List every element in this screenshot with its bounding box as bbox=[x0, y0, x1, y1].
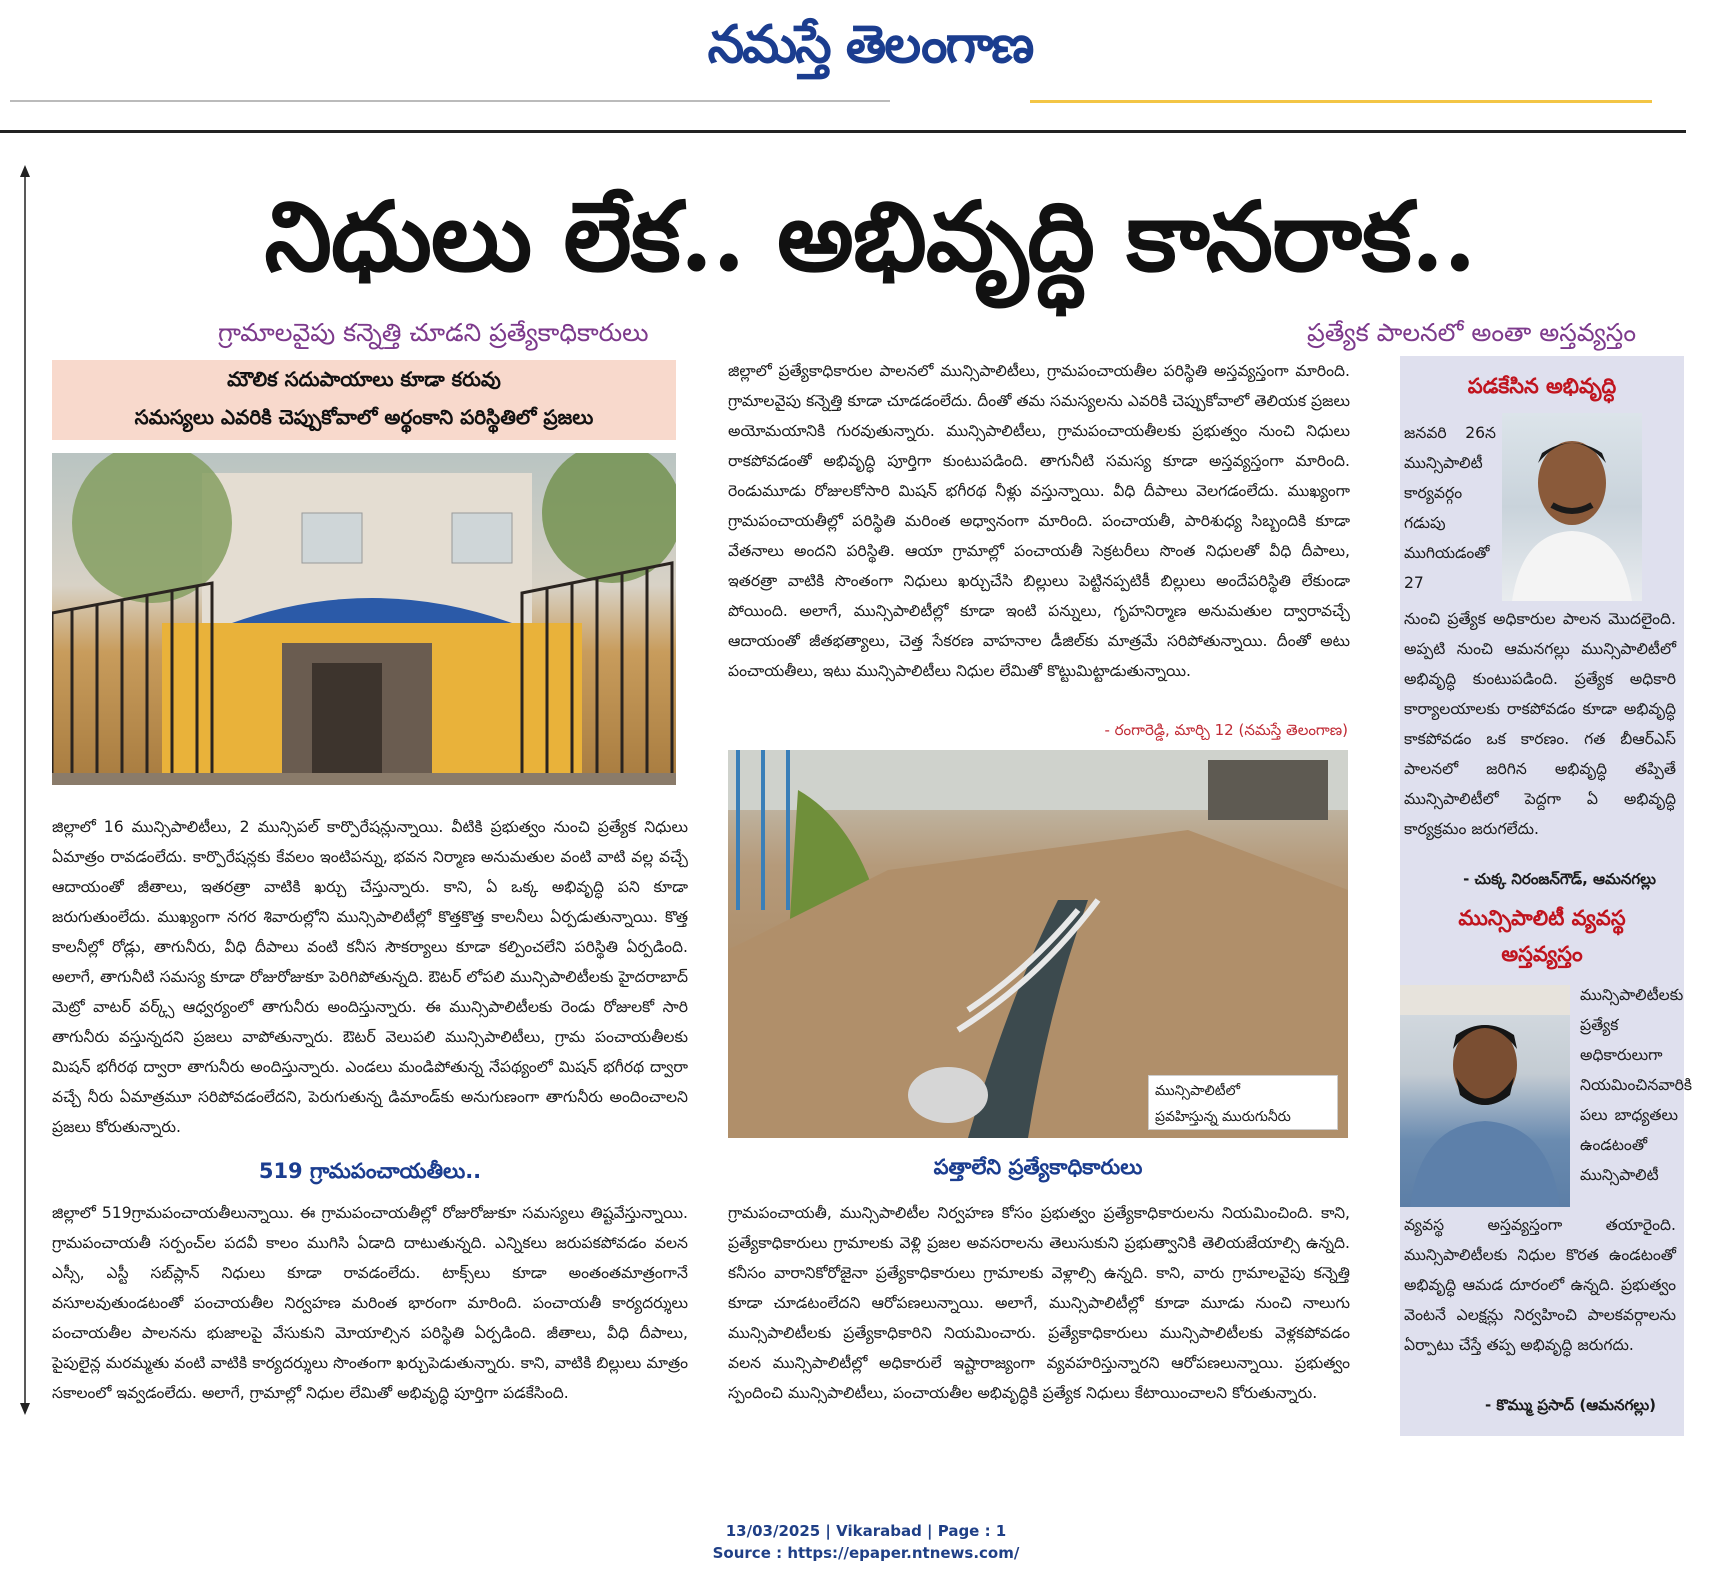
person-icon bbox=[1502, 413, 1642, 601]
top-divider bbox=[0, 130, 1686, 133]
sidebar-text-2b: వ్యవస్థ అస్తవ్యస్తంగా తయారైంది. మున్సిపాలిటీలకు నిధుల కొరత ఉండటంతో అభివృద్ధి ఆమడ దూరంలో ఉన్నది. ప్రభుత్వం వెంటనే ఎలక్షన్లు నిర్వహించి పాలకవర్గాలను ఏర్పాటు చేస్తే తప్ప అభివృద్ధి జరుగదు. bbox=[1404, 1216, 1676, 1354]
sidebar-signature-2: - కొమ్ము ప్రసాద్ (ఆమనగల్లు) bbox=[1484, 1396, 1656, 1414]
page-footer bbox=[600, 1520, 1132, 1564]
masthead-rule-left bbox=[10, 100, 890, 102]
article-col1-para1: జిల్లాలో 16 మున్సిపాలిటీలు, 2 మున్సిపల్ కార్పొరేషన్లున్నాయి. వీటికి ప్రభుత్వం నుంచి ప్రత్యేక నిధులు ఏమాత్రం రావడంలేదు. కార్పొరేషన్లకు కేవలం ఇంటిపన్ను, భవన నిర్మాణ అనుమతుల వంటి వాటి వల్ల వచ్చే ఆదాయంతో జీతాలు, ఇతరత్రా వాటికి ఖర్చు చేస్తున్నారు. కాని, ఏ ఒక్క అభివృద్ధి పని కూడా జరుగుతుంలేదు. ముఖ్యంగా నగర శివారుల్లోని మున్సిపాలిటీల్లో కొత్తకొత్త కాలనీలు ఏర్పడుతున్నాయి. కొత్త కాలనీల్లో రోడ్లు, తాగునీరు, వీధి దీపాలు వంటి కనీస సౌకర్యాలు కూడా కల్పించలేని పరిస్థితి ఏర్పడింది. అలాగే, తాగునీటి సమస్య కూడా రోజురోజుకూ పెరిగిపోతున్నది. ఔటర్ లోపలి మున్సిపాలిటీలకు హైదరాబాద్ మెట్రో వాటర్ వర్క్స్ ఆధ్వర్యంలో తాగునీరు అందిస్తున్నారు. ఈ మున్సిపాలిటీలకు రెండు రోజులకో సారి తాగునీరు వస్తున్నదని ప్రజలు వాపోతున్నారు. ఔటర్ వెలుపలి మున్సిపాలిటీలు, గ్రామ పంచాయతీలకు మిషన్ భగీరథ ద్వారా తాగునీరు అందిస్తున్నారు. ఎండలు మండిపోతున్న నేపథ్యంలో మిషన్ భగీరథ ద్వారా వచ్చే నీరు ఏమాత్రమూ సరిపోవడంలేదని, పెరుగుతున్న డిమాండ్‌కు అనుగుణంగా తాగునీరు అందించాలని ప్రజలు కోరుతున్నారు. bbox=[52, 818, 688, 1136]
article-col1-para2: జిల్లాలో 519గ్రామపంచాయతీలున్నాయి. ఈ గ్రామపంచాయతీల్లో రోజురోజుకూ సమస్యలు తిష్టవేస్తున్నాయి. గ్రామపంచాయతీ సర్పంచ్‌ల పదవీ కాలం ముగిసి ఏడాది దాటుతున్నది. ఎన్నికలు జరుపకపోవడం వలన ఎస్సీ, ఎస్టీ సబ్‌ప్లాన్ నిధులు కూడా రావడంలేదు. టాక్స్‌లు కూడా అంతంతమాత్రంగానే వసూలవుతుండటంతో పంచాయతీల నిర్వహణ మరింత భారంగా మారింది. పంచాయతీ కార్యదర్శులు పంచాయతీల పాలనను భుజాలపై వేసుకుని మోయాల్సిన పరిస్థితి ఏర్పడింది. జీతాలు, వీధి దీపాలు, పైపులైన్ల మరమ్మతు వంటి వాటికి కార్యదర్శులు సొంతంగా ఖర్చుపెడుతున్నారు. కాని, వాటికి బిల్లులు మాత్రం సకాలంలో ఇవ్వడంలేదు. అలాగే, గ్రామాల్లో నిధుల లేమితో అభివృద్ధి పూర్తిగా పడకేసింది. bbox=[52, 1204, 688, 1402]
highlight-line-2: సమస్యలు ఎవరికి చెప్పుకోవాలో అర్థంకాని పరిస్థితిలో ప్రజలు bbox=[134, 405, 594, 429]
footer-source-link[interactable]: Source : https://epaper.ntnews.com/ bbox=[712, 1544, 1020, 1562]
sidebar-heading-2-line-1: మున్సిపాలిటీ వ్యవస్థ bbox=[1458, 906, 1626, 930]
subheadline-right: ప్రత్యేక పాలనలో అంతా అస్తవ్యస్తం bbox=[1307, 318, 1636, 347]
dateline: - రంగారెడ్డి, మార్చి 12 (నమస్తే తెలంగాణ) bbox=[1104, 721, 1348, 739]
photo-caption bbox=[1148, 1075, 1338, 1130]
person-icon bbox=[1400, 985, 1570, 1207]
sidebar-heading-2-line-2: అస్తవ్యస్తం bbox=[1501, 942, 1583, 966]
subheadline-left: గ్రామాలవైపు కన్నెత్తి చూడని ప్రత్యేకాధికారులు bbox=[218, 318, 649, 347]
sidebar-heading-2 bbox=[1400, 900, 1684, 972]
office-illustration bbox=[52, 453, 676, 785]
footer-date-edition: 13/03/2025 | Vikarabad | Page : 1 bbox=[725, 1522, 1007, 1540]
highlight-box bbox=[52, 360, 676, 440]
caption-line-2: ప్రవహిస్తున్న మురుగునీరు bbox=[1155, 1109, 1291, 1125]
sidebar-text-1b: నుంచి ప్రత్యేక అధికారుల పాలన మొదలైంది. అప్పటి నుంచి ఆమనగల్లు మున్సిపాలిటీలో అభివృద్ధి కుంటుపడింది. ప్రత్యేక అధికారి కార్యాలయాలకు రాకపోవడం కూడా అభివృద్ధి కాకపోవడం ఒక కారణం. గత బీఆర్ఎస్ పాలనలో జరిగిన అభివృద్ధి తప్పితే మున్సిపాలిటీలో పెద్దగా ఏ అభివృద్ధి కార్యక్రమం జరుగలేదు. bbox=[1404, 610, 1676, 838]
article-col2-para2: గ్రామపంచాయతీ, మున్సిపాలిటీల నిర్వహణ కోసం ప్రభుత్వం ప్రత్యేకాధికారులను నియమించింది. కాని, ప్రత్యేకాధికారులు గ్రామాలకు వెళ్లి ప్రజల అవసరాలను తెలుసుకుని ప్రభుత్వానికి తెలియజేయాల్సి ఉన్నది. కనీసం వారానికోరోజైనా ప్రత్యేకాధికారులు గ్రామాలకు వెళ్లాల్సి ఉన్నది. కాని, వారు గ్రామాలవైపు కన్నెత్తి కూడా చూడటంలేదని ఆరోపణలున్నాయి. అలాగే, మున్సిపాలిటీల్లో కూడా మూడు నుంచి నాలుగు మున్సిపాలిటీలకు ప్రత్యేకాధికారిని నియమించారు. ప్రత్యేకాధికారులు మున్సిపాలిటీలకు వెళ్లకపోవడం వలన మున్సిపాలిటీల్లో అధికారులే ఇష్టారాజ్యంగా వ్యవహరిస్తున్నారని ఆరోపణలున్నాయి. ప్రభుత్వం స్పందించి మున్సిపాలిటీలు, పంచాయతీల అభివృద్ధికి ప్రత్యేక నిధులు కేటాయించాలని కోరుతున్నారు. bbox=[728, 1204, 1350, 1402]
portrait-photo-1 bbox=[1502, 413, 1642, 601]
sidebar-heading-1: పడకేసిన అభివృద్ధి bbox=[1467, 374, 1617, 398]
sidebar-text-1a: జనవరి 26న మున్సిపాలిటీ కార్యవర్గం గడుపు ముగియడంతో 27 bbox=[1404, 424, 1496, 592]
section-heading-519: 519 గ్రామపంచాయతీలు.. bbox=[258, 1159, 482, 1183]
page-scale-arrow-icon bbox=[18, 165, 32, 1415]
portrait-photo-2 bbox=[1400, 985, 1570, 1207]
sidebar-text-2a: మున్సిపాలిటీలకు ప్రత్యేక అధికారులుగా నియమించినవారికి పలు బాధ్యతలు ఉండటంతో మున్సిపాలిటీ bbox=[1580, 986, 1693, 1184]
main-headline: నిధులు లేక.. అభివృద్ధి కానరాక.. bbox=[264, 180, 1476, 293]
masthead-rule-right bbox=[1030, 100, 1652, 103]
masthead-logo: నమస్తే తెలంగాణ bbox=[707, 14, 1033, 75]
sidebar-signature-1: - చుక్క నిరంజన్‌గౌడ్, ఆమనగల్లు bbox=[1463, 870, 1656, 888]
caption-line-1: మున్సిపాలిటీలో bbox=[1155, 1083, 1241, 1099]
municipal-office-photo bbox=[52, 453, 676, 785]
section-heading-patta: పత్తాలేని ప్రత్యేకాధికారులు bbox=[933, 1155, 1143, 1179]
article-col2-para1: జిల్లాలో ప్రత్యేకాధికారుల పాలనలో మున్సిపాలిటీలు, గ్రామపంచాయతీల పరిస్థితి అస్తవ్యస్తంగా మారింది. గ్రామాలవైపు కన్నెత్తి కూడా చూడడంలేదు. దీంతో తమ సమస్యలను ఎవరికి చెప్పుకోవాలో తెలియక ప్రజలు అయోమయానికి గురవుతున్నారు. మున్సిపాలిటీలు, గ్రామపంచాయతీలకు ప్రభుత్వం నుంచి నిధులు రాకపోవడంతో అభివృద్ధి పూర్తిగా కుంటుపడింది. తాగునీటి సమస్య కూడా అస్తవ్యస్తంగా మారింది. రెండుమూడు రోజులకోసారి మిషన్ భగీరథ నీళ్లు వస్తున్నాయి. వీధి దీపాలు వెలగడంలేదు. ముఖ్యంగా గ్రామపంచాయతీల్లో పరిస్థితి మరింత అధ్వానంగా మారింది. పంచాయతీ, పారిశుధ్య సిబ్బందికి కూడా వేతనాలు అందని పరిస్థితి. ఆయా గ్రామాల్లో పంచాయతీ సెక్రటరీలు సొంత నిధులతో వీధి దీపాలు, ఇతరత్రా వాటికి సొంతంగా నిధులు ఖర్చుచేసి బిల్లులు పెట్టినప్పటికీ బిల్లులు అందేపరిస్థితి లేకుండా పోయింది. అలాగే, మున్సిపాలిటీల్లో కూడా ఇంటి పన్నులు, గృహనిర్మాణ అనుమతుల ద్వారావచ్చే ఆదాయంతో జీతభత్యాలు, చెత్త సేకరణ వాహనాల డీజిల్‌కు మాత్రమే సరిపోతున్నాయి. దీంతో అటు పంచాయతీలు, ఇటు మున్సిపాలిటీలు నిధుల లేమితో కొట్టుమిట్టాడుతున్నాయి. bbox=[728, 362, 1350, 680]
highlight-line-1: మౌలిక సదుపాయాలు కూడా కరువు bbox=[227, 367, 501, 391]
